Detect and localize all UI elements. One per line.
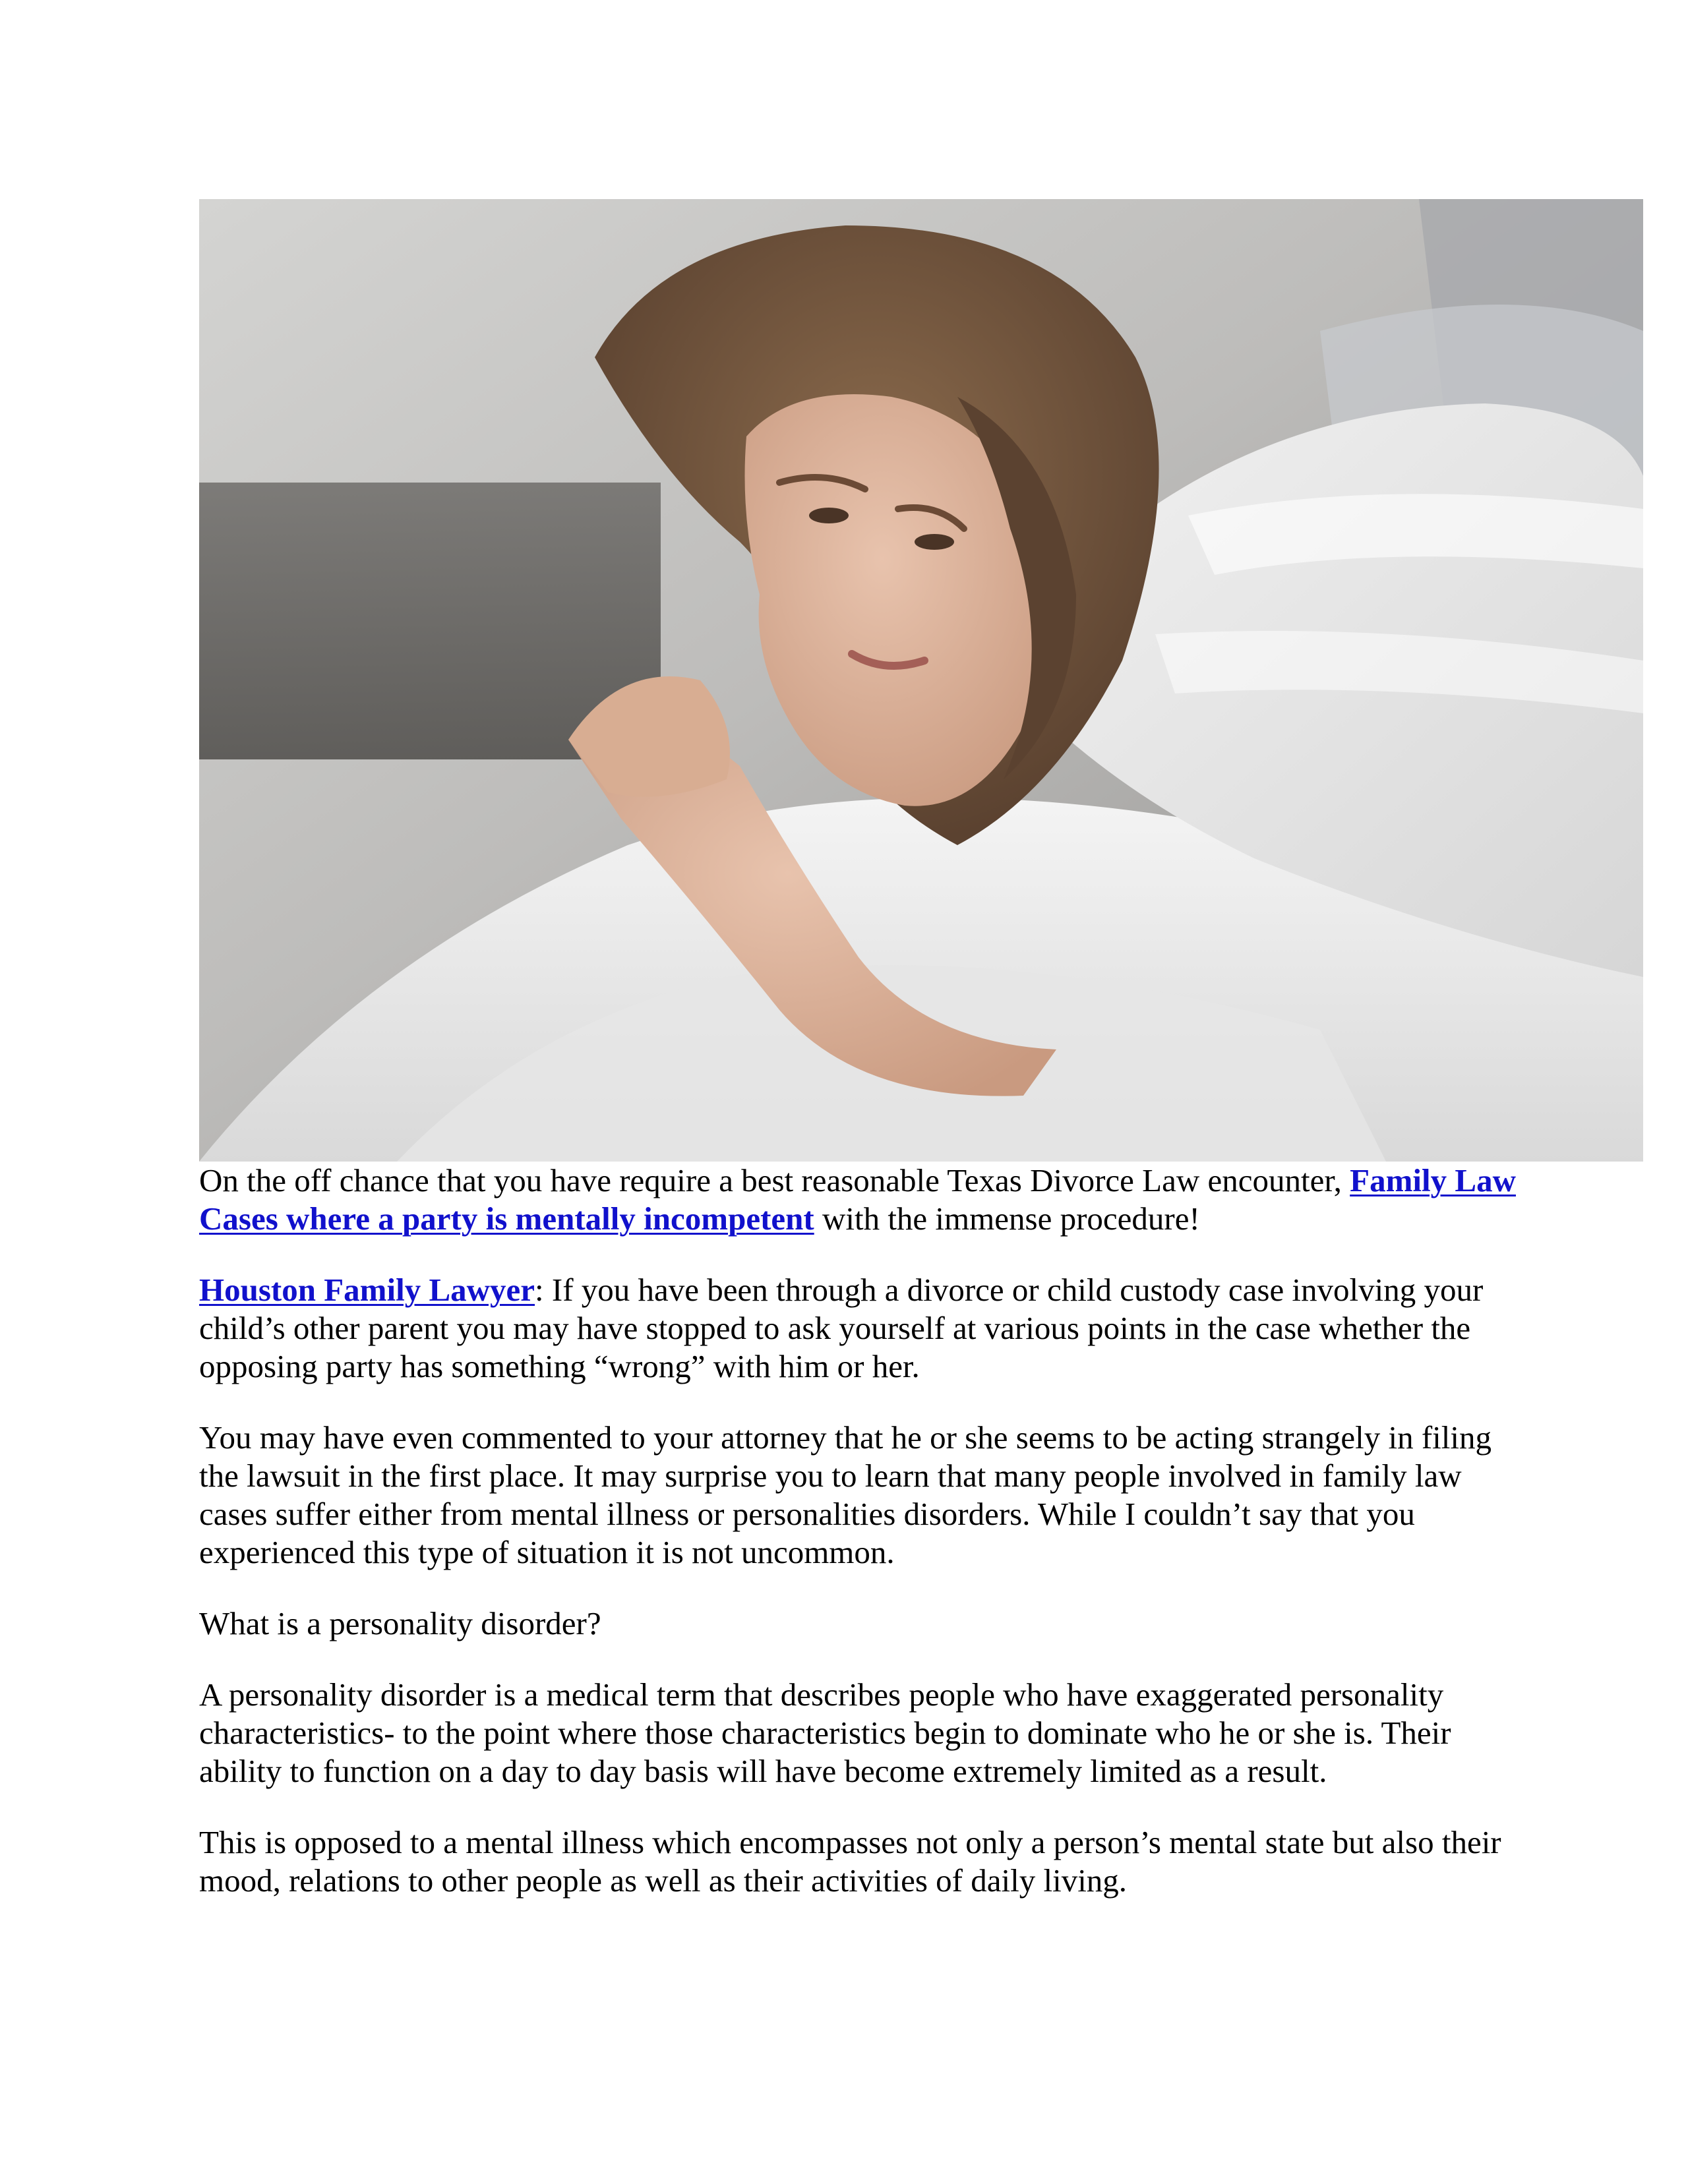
paragraph-houston-lawyer — [199, 1271, 1518, 1386]
intro-text: On the off chance that you have require a best reasonable Texas Divorce Law encounter, — [199, 1162, 1350, 1198]
paragraph-question: What is a personality disorder? — [199, 1605, 601, 1641]
woman-lying-on-pillow-photo — [199, 199, 1643, 1162]
family-law-cases-link[interactable]: Family Law Cases where a party is mentally incompetent — [199, 1162, 1516, 1237]
intro-text-end: with the immense procedure! — [814, 1200, 1200, 1237]
paragraph-intro — [199, 1162, 1518, 1238]
paragraph-mental-illness: This is opposed to a mental illness which encompasses not only a person’s mental state but also their mood, relations to other people as well as their activities of daily living. — [199, 1824, 1501, 1899]
houston-family-lawyer-link[interactable]: Houston Family Lawyer — [199, 1272, 535, 1308]
paragraph-definition: A personality disorder is a medical term that describes people who have exaggerated personality characteristics- to the point where those characteristics begin to dominate who he or she is. Their ability to function on a day to day basis will have become extremely limited as a result. — [199, 1676, 1451, 1789]
paragraph-attorney: You may have even commented to your attorney that he or she seems to be acting strangely in filing the lawsuit in the first place. It may surprise you to learn that many people involved in family law cases suffer either from mental illness or personalities disorders. While I couldn’t say that you experienced this type of situation it is not uncommon. — [199, 1419, 1492, 1570]
article-body — [199, 1162, 1518, 1933]
houston-lawyer-text: : If you have been through a divorce or child custody case involving your child’s other parent you may have stopped to ask yourself at various points in the case whether the opposing party has something “wrong” with him or her. — [199, 1272, 1484, 1384]
